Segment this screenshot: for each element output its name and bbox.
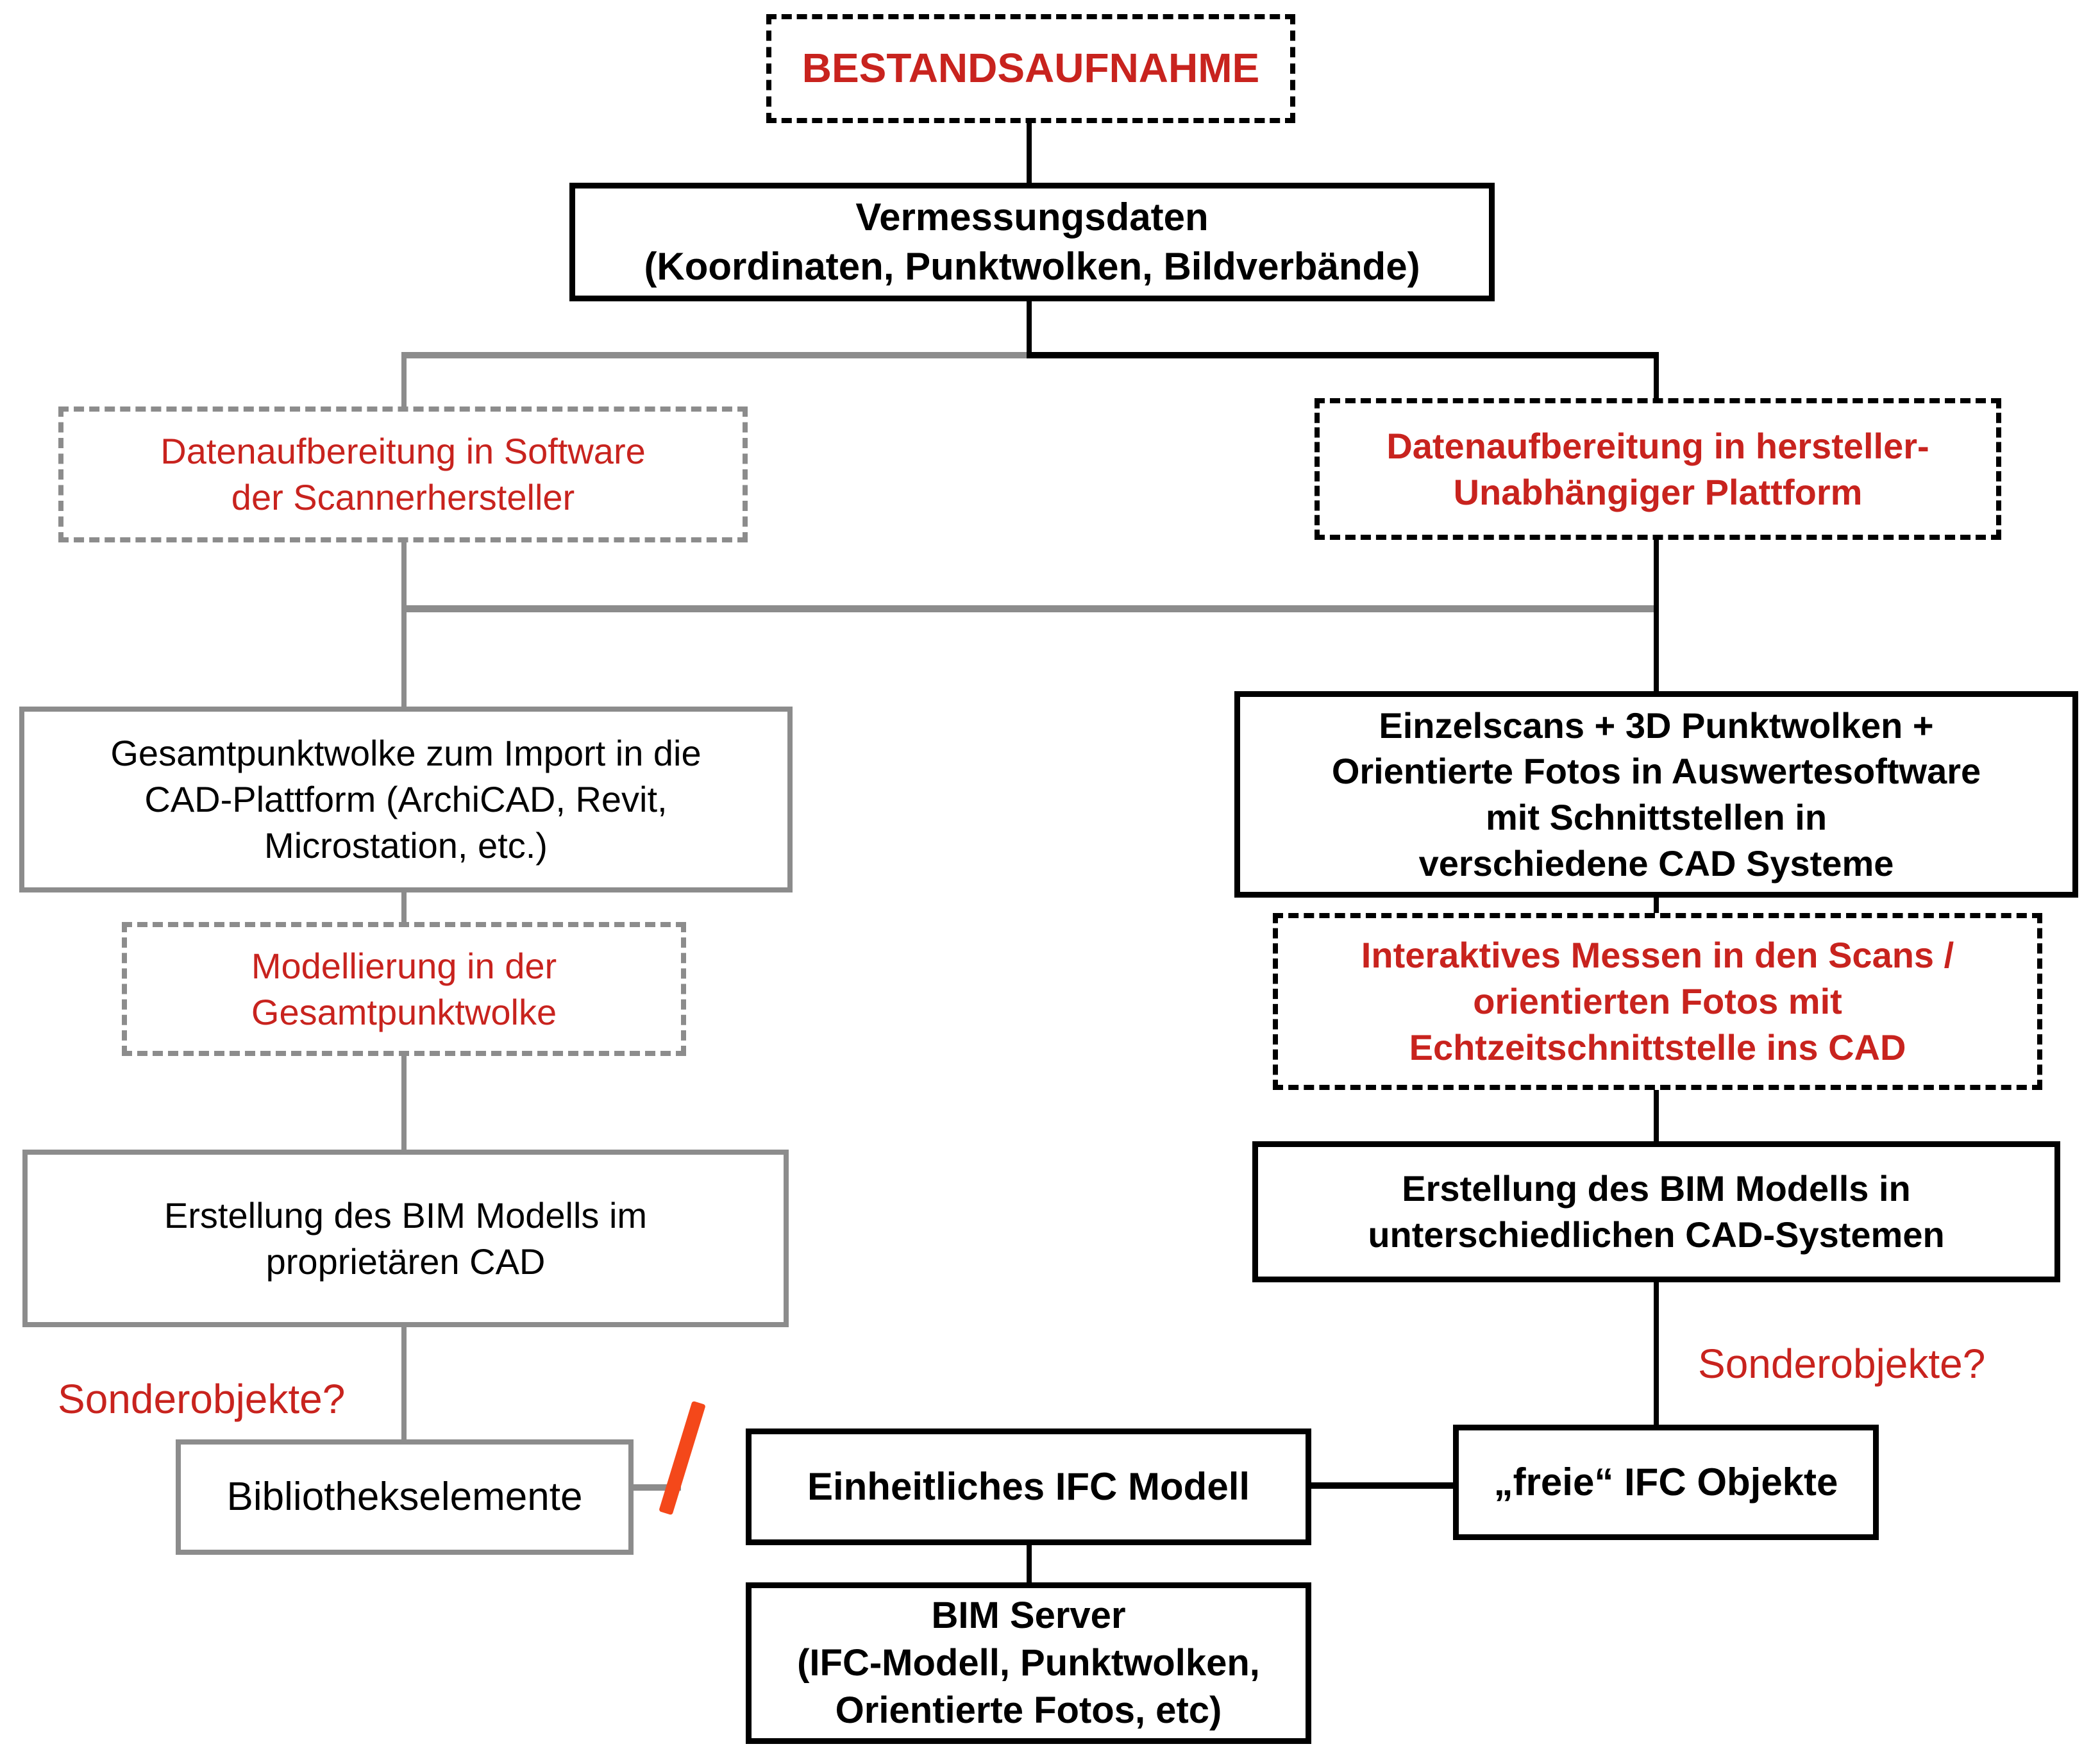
node-freie-ifc-objekte	[1453, 1425, 1879, 1540]
node-bibliothekselemente	[176, 1439, 634, 1555]
node-bestandsaufnahme	[766, 14, 1295, 123]
node-bim-server	[746, 1582, 1311, 1744]
node-modellierung-line2: Gesamtpunktwolke	[251, 991, 557, 1032]
node-gesamtpunktwolke-line3: Microstation, etc.)	[264, 825, 548, 866]
node-interaktives-messen-line3: Echtzeitschnittstelle ins CAD	[1409, 1026, 1906, 1068]
node-gesamtpunktwolke	[19, 707, 793, 892]
connector-vermessungsdaten-split	[1027, 300, 1032, 358]
node-einzelscans-line4: verschiedene CAD Systeme	[1418, 842, 1894, 884]
node-vermessungsdaten-line1: Vermessungsdaten	[855, 195, 1209, 239]
connector-split-bar-right	[1027, 352, 1659, 358]
node-bim-server-line3: Orientierte Fotos, etc)	[835, 1689, 1222, 1732]
node-einzelscans-line2: Orientierte Fotos in Auswertesoftware	[1331, 751, 1981, 792]
node-bim-server-line1: BIM Server	[931, 1594, 1126, 1636]
connector-scanner-gesamtpunktwolke	[401, 542, 407, 710]
node-modellierung	[122, 922, 686, 1056]
label-sonderobjekte-rechts: Sonderobjekte?	[1698, 1341, 1986, 1387]
node-erstellung-proprietaer	[22, 1150, 789, 1327]
connector-drop-left	[401, 352, 407, 411]
connector-drop-right	[1654, 352, 1659, 403]
connector-split-bar-left	[401, 352, 1032, 358]
node-einheitliches-ifc-modell-label: Einheitliches IFC Modell	[807, 1464, 1250, 1508]
node-vermessungsdaten	[569, 183, 1495, 301]
node-interaktives-messen-line2: orientierten Fotos mit	[1473, 981, 1842, 1022]
node-erstellung-proprietaer-line1: Erstellung des BIM Modells im	[164, 1194, 648, 1236]
broken-connection-slash-icon	[659, 1401, 706, 1516]
connector-einheitlich-freie	[1310, 1482, 1454, 1489]
connector-interaktives-erstellung	[1654, 1089, 1659, 1143]
connector-erstellung-freie-ifc	[1654, 1281, 1659, 1425]
node-freie-ifc-objekte-label: „freie“ IFC Objekte	[1493, 1460, 1838, 1504]
node-einzelscans	[1234, 691, 2078, 898]
node-bibliothekselemente-label: Bibliothekselemente	[226, 1475, 583, 1520]
connector-modellierung-erstellung	[401, 1055, 407, 1151]
connector-erstellung-bibliothekselemente	[401, 1326, 407, 1441]
node-einheitliches-ifc-modell	[746, 1428, 1311, 1545]
node-datenaufbereitung-scanner-line2: der Scannerhersteller	[231, 477, 575, 517]
node-datenaufbereitung-unabhaengig	[1315, 398, 2001, 540]
node-erstellung-unterschiedlich-line1: Erstellung des BIM Modells in	[1402, 1168, 1911, 1209]
node-interaktives-messen	[1273, 913, 2042, 1090]
node-einzelscans-line3: mit Schnittstellen in	[1485, 797, 1827, 837]
node-datenaufbereitung-scanner-line1: Datenaufbereitung in Software	[160, 431, 646, 472]
node-erstellung-unterschiedlich-line2: unterschiedlichen CAD-Systemen	[1368, 1214, 1945, 1255]
node-bestandsaufnahme-label: BESTANDSAUFNAHME	[802, 45, 1260, 92]
node-gesamtpunktwolke-line1: Gesamtpunktwolke zum Import in die	[110, 733, 701, 774]
label-sonderobjekte-links: Sonderobjekte?	[58, 1376, 346, 1422]
node-erstellung-proprietaer-line2: proprietären CAD	[265, 1241, 546, 1282]
connector-unabhaengig-einzelscans	[1654, 540, 1659, 692]
node-erstellung-unterschiedlich	[1252, 1141, 2060, 1282]
node-gesamtpunktwolke-line2: CAD-Plattform (ArchiCAD, Revit,	[144, 779, 668, 820]
node-modellierung-line1: Modellierung in der	[251, 945, 557, 986]
node-bim-server-line2: (IFC-Modell, Punktwolken,	[797, 1641, 1260, 1684]
node-datenaufbereitung-unabhaengig-line1: Datenaufbereitung in hersteller-	[1386, 425, 1929, 466]
connector-einheitlich-bimserver	[1027, 1544, 1032, 1582]
node-interaktives-messen-line1: Interaktives Messen in den Scans /	[1361, 935, 1954, 976]
node-datenaufbereitung-unabhaengig-line2: Unabhängiger Plattform	[1453, 471, 1863, 512]
connector-bestandsaufnahme-vermessungsdaten	[1027, 122, 1032, 184]
node-einzelscans-line1: Einzelscans + 3D Punktwolken +	[1379, 705, 1934, 746]
connector-einzelscans-interaktives	[1654, 896, 1659, 914]
connector-cross-bar	[401, 605, 1659, 612]
node-vermessungsdaten-line2: (Koordinaten, Punktwolken, Bildverbände)	[644, 244, 1420, 288]
connector-gesamtpunktwolke-modellierung	[401, 891, 407, 923]
node-datenaufbereitung-scanner	[58, 406, 748, 542]
